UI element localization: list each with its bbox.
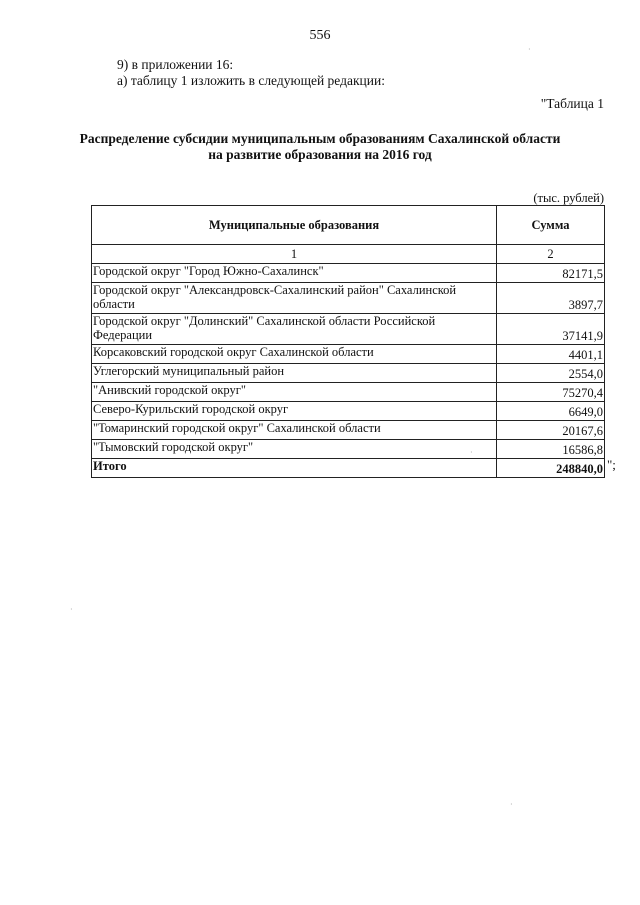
- table-row: [92, 314, 605, 345]
- header-municipalities: Муниципальные образования: [92, 206, 497, 245]
- row-amount: 2554,0: [497, 364, 605, 383]
- total-amount: 248840,0: [497, 459, 605, 478]
- row-name: Городской округ "Город Южно-Сахалинск": [92, 264, 497, 283]
- scan-speck: ·: [510, 800, 513, 809]
- subsidy-table: [91, 205, 605, 478]
- row-amount: 75270,4: [497, 383, 605, 402]
- row-name: Корсаковский городской округ Сахалинской области: [92, 345, 497, 364]
- row-name: Углегорский муниципальный район: [92, 364, 497, 383]
- table-row: [92, 440, 605, 459]
- row-name: Городской округ "Александровск-Сахалинский район" Сахалинской области: [92, 283, 497, 314]
- table-row: [92, 264, 605, 283]
- row-amount: 20167,6: [497, 421, 605, 440]
- intro-line-1: 9) в приложении 16:: [117, 57, 234, 72]
- scan-speck: ·: [528, 45, 531, 54]
- row-name: "Анивский городской округ": [92, 383, 497, 402]
- total-row: [92, 459, 605, 478]
- table-row: [92, 364, 605, 383]
- row-amount: 3897,7: [497, 283, 605, 314]
- row-amount: 16586,8: [497, 440, 605, 459]
- intro-line-2: а) таблицу 1 изложить в следующей редакции:: [117, 73, 385, 88]
- row-amount: 82171,5: [497, 264, 605, 283]
- column-number-2: 2: [497, 245, 605, 264]
- unit-note: (тыс. рублей): [533, 191, 604, 205]
- row-amount: 6649,0: [497, 402, 605, 421]
- header-amount: Сумма: [497, 206, 605, 245]
- table-row: [92, 383, 605, 402]
- table-header-row: [92, 206, 605, 245]
- total-label: Итого: [92, 459, 497, 478]
- document-title: [0, 131, 640, 163]
- row-name: Северо-Курильский городской округ: [92, 402, 497, 421]
- scan-speck: ·: [470, 448, 473, 457]
- column-number-1: 1: [92, 245, 497, 264]
- table-row: [92, 402, 605, 421]
- table-caption: "Таблица 1: [540, 96, 604, 111]
- scan-speck: ·: [70, 605, 73, 614]
- table-row: [92, 421, 605, 440]
- row-name: "Томаринский городской округ" Сахалинской области: [92, 421, 497, 440]
- row-name: Городской округ "Долинский" Сахалинской области Российской Федерации: [92, 314, 497, 345]
- subsidy-table-container: [91, 205, 604, 478]
- row-amount: 4401,1: [497, 345, 605, 364]
- document-title-line-2: на развитие образования на 2016 год: [208, 147, 432, 162]
- document-title-line-1: Распределение субсидии муниципальным образованиям Сахалинской области: [79, 131, 561, 146]
- column-number-row: [92, 245, 605, 264]
- row-name: "Тымовский городской округ": [92, 440, 497, 459]
- table-row: [92, 345, 605, 364]
- table-row: [92, 283, 605, 314]
- row-amount: 37141,9: [497, 314, 605, 345]
- page-number: 556: [309, 28, 331, 43]
- closing-quote: ";: [607, 457, 616, 472]
